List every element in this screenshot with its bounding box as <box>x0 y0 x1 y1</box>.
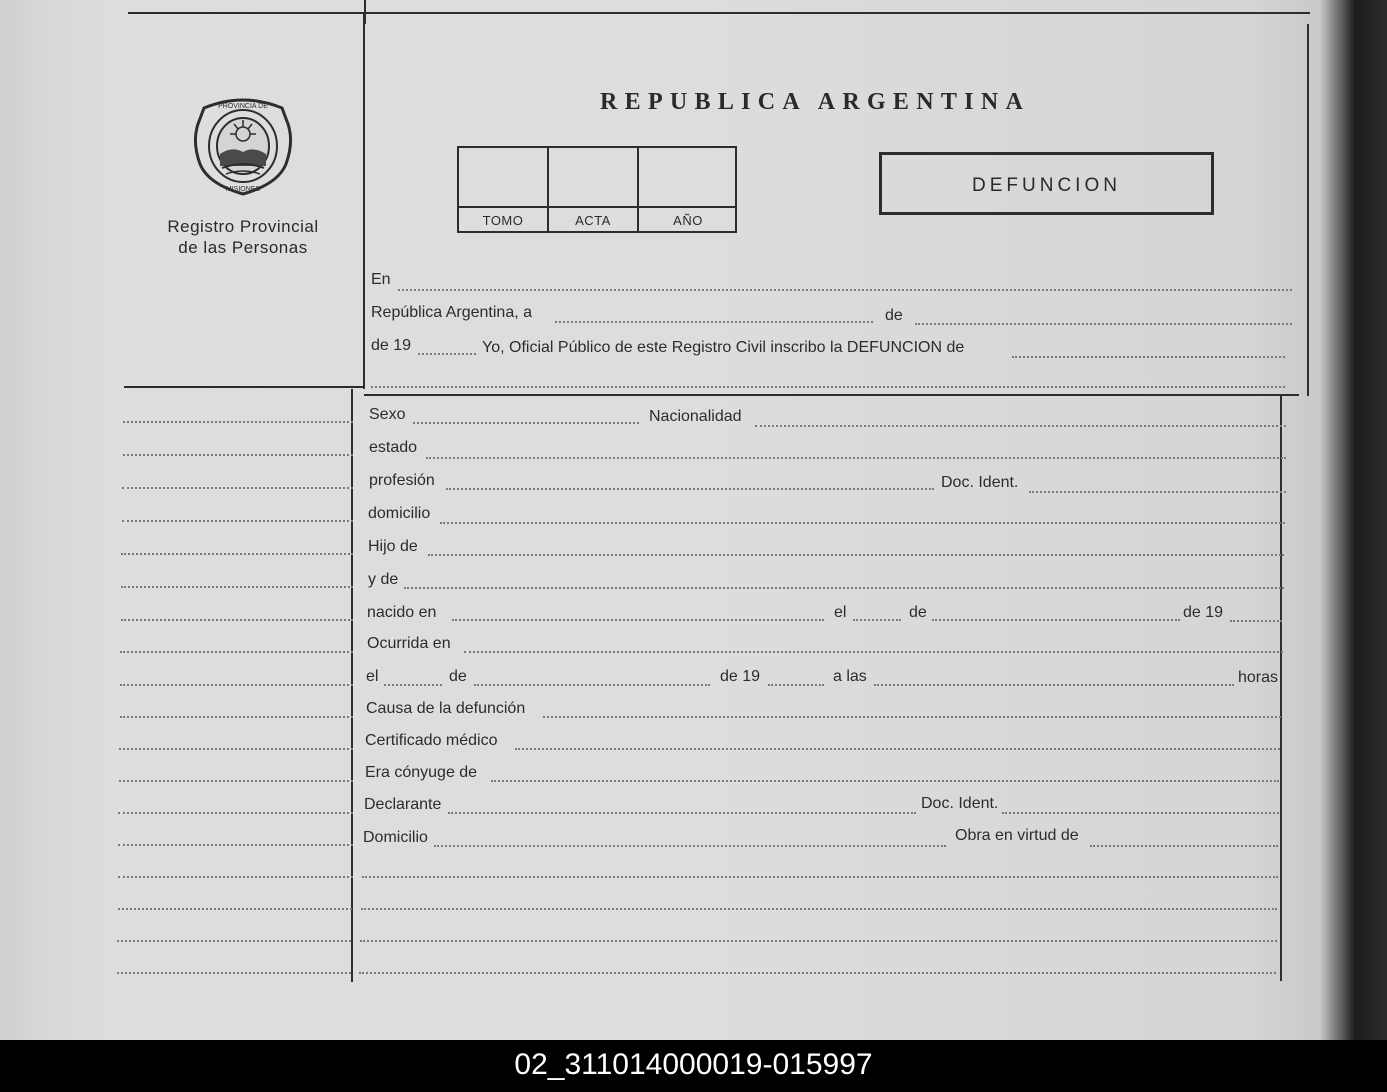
certificado-field[interactable] <box>515 748 1280 750</box>
intro-year-label: de 19 <box>371 337 412 354</box>
causa-field[interactable] <box>543 716 1281 718</box>
conyuge-field[interactable] <box>491 780 1279 782</box>
section-rule-left <box>124 386 364 388</box>
conyuge-label: Era cónyuge de <box>365 764 478 781</box>
declarante-label: Declarante <box>364 796 442 813</box>
margin-note-line[interactable] <box>120 716 353 718</box>
intro-deceased-field[interactable] <box>1012 356 1285 358</box>
registration-number-box <box>457 146 737 233</box>
hijo-de-label: Hijo de <box>368 538 418 555</box>
nacionalidad-field[interactable] <box>755 425 1286 427</box>
nacido-anio-field[interactable] <box>1230 620 1282 622</box>
notes-line[interactable] <box>361 908 1277 910</box>
anio-cell[interactable] <box>639 148 737 233</box>
intro-day-field[interactable] <box>555 321 873 323</box>
top-rule <box>128 12 1310 14</box>
margin-note-line[interactable] <box>120 684 353 686</box>
crest-bottom-text: MISIONES <box>225 186 261 193</box>
margin-note-line[interactable] <box>123 421 353 423</box>
ocurrida-anio-field[interactable] <box>768 684 824 686</box>
intro-month-field[interactable] <box>915 323 1292 325</box>
registry-caption-line1: Registro Provincial <box>167 217 319 236</box>
tomo-label: TOMO <box>482 213 524 228</box>
page-title: REPUBLICA ARGENTINA <box>600 89 1031 115</box>
misiones-crest-emblem <box>190 94 296 198</box>
right-border-lower <box>1280 396 1282 981</box>
intro-deceased-field-cont[interactable] <box>371 386 1285 388</box>
intro-en-label: En <box>371 271 391 288</box>
right-border-upper <box>1307 24 1309 396</box>
margin-note-line[interactable] <box>118 876 353 878</box>
causa-label: Causa de la defunción <box>366 700 526 717</box>
domicilio2-label: Domicilio <box>363 829 428 846</box>
notes-line[interactable] <box>362 876 1278 878</box>
margin-note-line[interactable] <box>122 487 353 489</box>
margin-note-line[interactable] <box>117 972 351 974</box>
nacido-year-label: de 19 <box>1183 604 1224 621</box>
center-divider-upper <box>363 14 365 389</box>
estado-label: estado <box>369 439 418 456</box>
tomo-cell[interactable] <box>459 148 549 233</box>
ocurrida-en-field[interactable] <box>464 651 1283 653</box>
nacido-mes-field[interactable] <box>932 619 1180 621</box>
intro-de-label: de <box>885 307 903 324</box>
intro-oficial-text: Yo, Oficial Público de este Registro Civil inscribo la DEFUNCION de <box>482 339 965 356</box>
margin-note-line[interactable] <box>117 940 351 942</box>
profesion-field[interactable] <box>446 488 934 490</box>
hora-field[interactable] <box>874 684 1234 686</box>
ocurrida-dia-field[interactable] <box>384 684 442 686</box>
sexo-field[interactable] <box>413 422 639 424</box>
ocurrida-year-label: de 19 <box>720 668 761 685</box>
image-id-label: 02_311014000019-015997 <box>514 1048 873 1081</box>
hijo-de-field[interactable] <box>428 554 1284 556</box>
section-rule-right <box>364 394 1299 396</box>
domicilio-field[interactable] <box>440 522 1285 524</box>
doc-ident-field[interactable] <box>1029 491 1286 493</box>
doc-ident-label: Doc. Ident. <box>941 474 1019 491</box>
domicilio-label: domicilio <box>368 505 431 522</box>
domicilio2-field[interactable] <box>434 845 946 847</box>
margin-note-line[interactable] <box>121 586 353 588</box>
ocurrida-el-label: el <box>366 668 379 685</box>
acta-label: ACTA <box>575 213 611 228</box>
intro-year-field[interactable] <box>418 353 476 355</box>
ocurrida-de-label: de <box>449 668 467 685</box>
notes-line[interactable] <box>360 940 1277 942</box>
obra-label: Obra en virtud de <box>955 827 1079 844</box>
document-type-box <box>879 152 1214 215</box>
y-de-field[interactable] <box>404 587 1284 589</box>
intro-en-field[interactable] <box>398 289 1292 291</box>
ocurrida-mes-field[interactable] <box>474 684 710 686</box>
declarante-field[interactable] <box>448 812 916 814</box>
margin-note-line[interactable] <box>119 748 353 750</box>
sexo-label: Sexo <box>369 406 406 423</box>
certificado-label: Certificado médico <box>365 732 498 749</box>
declarante-doc-field[interactable] <box>1002 812 1279 814</box>
margin-note-line[interactable] <box>123 454 353 456</box>
ocurrida-en-label: Ocurrida en <box>367 635 451 652</box>
declarante-doc-label: Doc. Ident. <box>921 795 999 812</box>
margin-note-line[interactable] <box>118 844 353 846</box>
document-type-label: DEFUNCION <box>972 175 1121 196</box>
profesion-label: profesión <box>369 472 435 489</box>
crest-top-text: PROVINCIA DE <box>218 103 268 110</box>
nacido-dia-field[interactable] <box>853 619 901 621</box>
nacido-en-label: nacido en <box>367 604 437 621</box>
registry-caption-line2: de las Personas <box>178 238 308 257</box>
nacido-de-label: de <box>909 604 927 621</box>
nacionalidad-label: Nacionalidad <box>649 408 742 425</box>
footer-bar <box>0 1040 1387 1092</box>
registry-caption <box>150 216 336 258</box>
nacido-el-label: el <box>834 604 847 621</box>
margin-note-line[interactable] <box>122 520 353 522</box>
margin-note-line[interactable] <box>120 651 353 653</box>
a-las-label: a las <box>833 668 867 685</box>
margin-note-line[interactable] <box>118 908 352 910</box>
margin-note-line[interactable] <box>118 812 353 814</box>
estado-field[interactable] <box>426 457 1286 459</box>
y-de-label: y de <box>368 571 399 588</box>
margin-note-line[interactable] <box>119 780 353 782</box>
margin-note-line[interactable] <box>121 619 353 621</box>
obra-field[interactable] <box>1090 845 1278 847</box>
nacido-en-field[interactable] <box>452 619 824 621</box>
margin-note-line[interactable] <box>121 553 353 555</box>
acta-cell[interactable] <box>549 148 639 233</box>
horas-label: horas <box>1238 669 1279 686</box>
intro-republica-label: República Argentina, a <box>371 304 532 321</box>
notes-line[interactable] <box>359 972 1276 974</box>
anio-label: AÑO <box>673 213 703 228</box>
